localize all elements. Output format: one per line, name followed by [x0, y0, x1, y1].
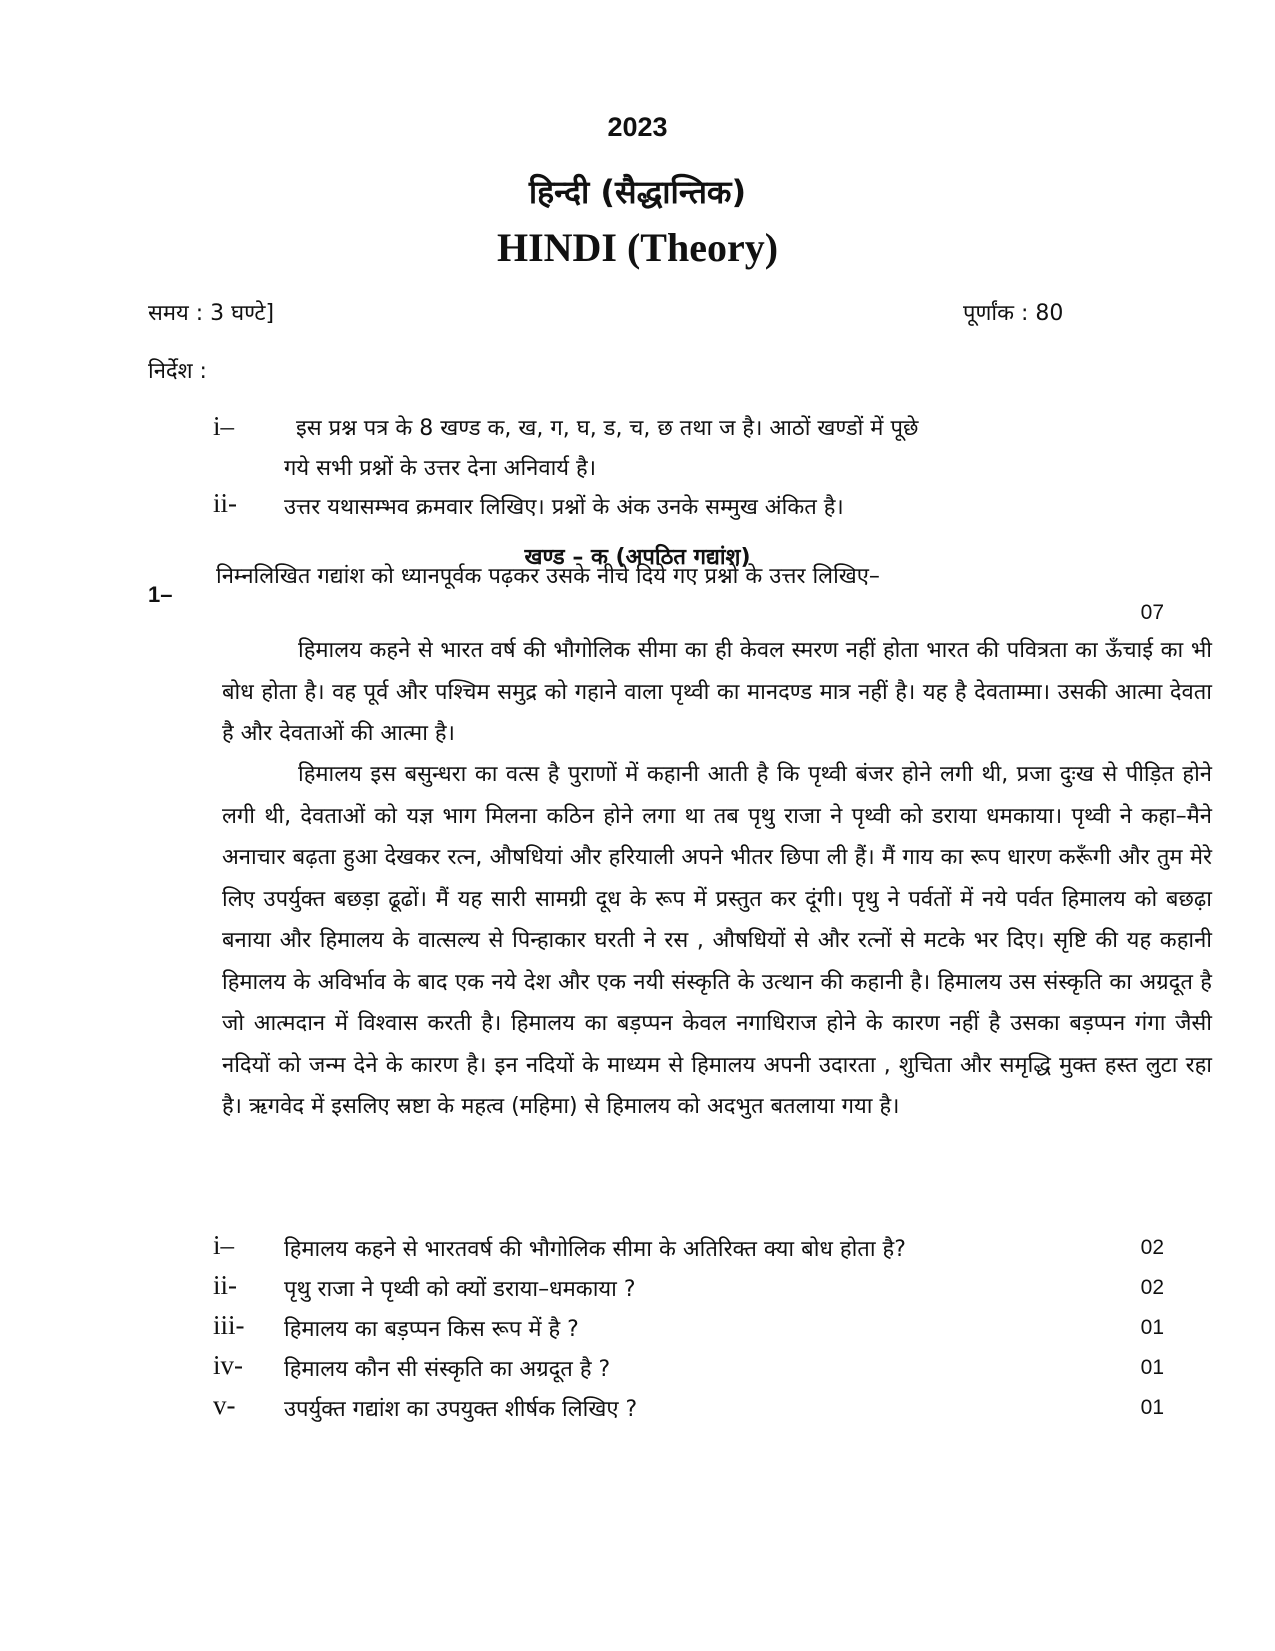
question-prompt: निम्नलिखित गद्यांश को ध्यानपूर्वक पढ़कर उसके नीचे दिये गए प्रश्नों के उत्तर लिखिए–: [216, 564, 880, 589]
sub-question-number: v-: [213, 1390, 236, 1420]
sub-question-text: हिमालय कौन सी संस्कृति का अग्रदूत है ?: [284, 1357, 611, 1382]
passage-paragraph: हिमालय इस बसुन्धरा का वत्स है पुराणों में कहानी आती है कि पृथ्वी बंजर होने लगी थी, प्रजा दुःख से पीड़ित होने लगी थी, देवताओं को यज्ञ भाग मिलना कठिन होने लगा था तब पृथु राजा ने पृथ्वी को डराया धमकाया। पृथ्वी ने कहा–मैने अनाचार बढ़ता हुआ देखकर रत्न, औषधियां और हरियाली अपने भीतर छिपा ली हैं। मैं गाय का रूप धारण करूँगी और तुम मेरे लिए उपर्युक्त बछड़ा ढूढों। मैं यह सारी सामग्री दूध के रूप में प्रस्तुत कर दूंगी। पृथु ने पर्वतों में नये पर्वत हिमालय को बछढ़ा बनाया और हिमालय के वात्सल्य से पिन्हाकार घरती ने रस , औषधियों से और रत्नों से मटके भर दिए। सृष्टि की यह कहानी हिमालय के अविर्भाव के बाद एक नये देश और एक नयी संस्कृति के उत्थान की कहानी है। हिमालय उस संस्कृति का अग्रदूत है जो आत्मदान में विश्वास करती है। हिमालय का बड़प्पन केवल नगाधिराज होने के कारण नहीं है उसका बड़प्पन गंगा जैसी नदियों को जन्म देने के कारण है। इन नदियों के माध्यम से हिमालय अपनी उदारता , शुचिता और समृद्धि मुक्त हस्त लुटा रहा है। ऋगवेद में इसलिए स्रष्टा के महत्व (महिमा) से हिमालय को अदभुत बतलाया गया है।: [222, 762, 1212, 1119]
sub-question-text: हिमालय कहने से भारतवर्ष की भौगोलिक सीमा के अतिरिक्त क्या बोध होता है?: [284, 1237, 906, 1262]
time-allowed: समय : 3 घण्टे]: [148, 301, 275, 326]
section-title: खण्ड – क (अपठित गद्यांश): [524, 545, 751, 570]
instruction-text: इस प्रश्न पत्र के 8 खण्ड क, ख, ग, घ, ड, च, छ तथा ज है। आठों खण्डों में पूछे: [296, 416, 919, 441]
passage-paragraph: हिमालय कहने से भारत वर्ष की भौगोलिक सीमा का ही केवल स्मरण नहीं होता भारत की पवित्रता का ऊँचाई का भी बोध होता है। वह पूर्व और पश्चिम समुद्र को गहाने वाला पृथ्वी का मानदण्ड मात्र नहीं है। यह है देवताम्मा। उसकी आत्मा देवता है और देवताओं की आत्मा है।: [222, 638, 1212, 746]
sub-question-text: पृथु राजा ने पृथ्वी को क्यों डराया–धमकाया ?: [284, 1277, 636, 1302]
max-marks: पूर्णांक : 80: [963, 301, 1064, 326]
instructions-heading: निर्देश :: [148, 359, 207, 384]
instruction-number: ii-: [213, 488, 237, 518]
sub-question-text: हिमालय का बड़प्पन किस रूप में है ?: [284, 1317, 579, 1342]
title-english: HINDI (Theory): [496, 225, 779, 270]
instruction-text: उत्तर यथासम्भव क्रमवार लिखिए। प्रश्नों के अंक उनके सम्मुख अंकित है।: [284, 495, 844, 520]
exam-year: 2023: [607, 112, 668, 142]
sub-question-number: ii-: [213, 1270, 237, 1300]
instruction-number: i–: [213, 411, 235, 441]
sub-question-text: उपर्युक्त गद्यांश का उपयुक्त शीर्षक लिखिए ?: [284, 1397, 638, 1422]
instruction-text-continued: गये सभी प्रश्नों के उत्तर देना अनिवार्य है।: [284, 456, 597, 481]
sub-question-marks: 02: [1140, 1236, 1164, 1259]
sub-question-marks: 01: [1140, 1316, 1164, 1339]
sub-question-marks: 02: [1140, 1276, 1164, 1299]
sub-question-number: i–: [213, 1230, 235, 1260]
sub-question-marks: 01: [1140, 1396, 1164, 1419]
title-hindi: हिन्दी (सैद्धान्तिक): [528, 173, 747, 211]
sub-question-number: iii-: [213, 1310, 245, 1340]
sub-question-marks: 01: [1140, 1356, 1164, 1379]
sub-question-number: iv-: [213, 1350, 243, 1380]
question-marks: 07: [1140, 601, 1164, 624]
question-number: 1–: [148, 582, 173, 607]
